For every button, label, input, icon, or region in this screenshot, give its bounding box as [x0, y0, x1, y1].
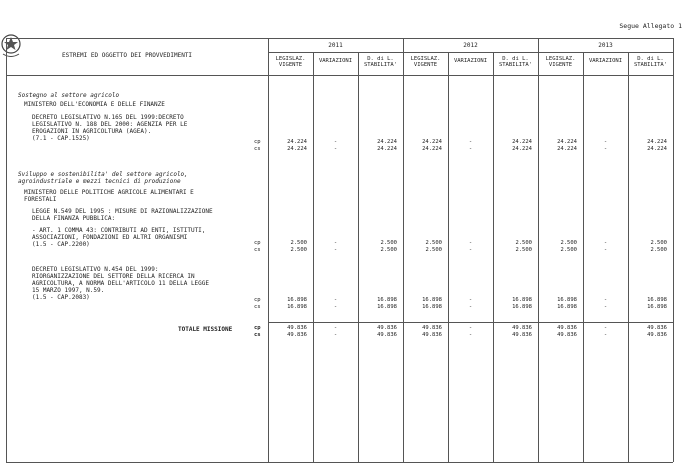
table-left-border — [6, 38, 7, 462]
provision-art1-comma43: - ART. 1 COMMA 43: CONTRIBUTI AD ENTI, ISTITUTI, ASSOCIAZIONI, FONDAZIONI ED ALTRI ORGANISMI (1.5 - CAP.2200) — [32, 227, 206, 248]
total-cs-cell: - — [468, 332, 473, 338]
ricerca-cs-cell: 16.898 — [377, 304, 397, 310]
sub-column-header: LEGISLAZ. VIGENTE — [275, 56, 306, 69]
sub-column-header: VARIAZIONI — [453, 58, 488, 64]
ricerca-cs-cell: - — [468, 304, 473, 310]
year-label-2012: 2012 — [463, 42, 478, 49]
contributi-cs-cell: 2.500 — [650, 247, 667, 253]
agea-cs-cell: 24.224 — [557, 146, 577, 152]
ricerca-cp-cell: 16.898 — [377, 297, 397, 303]
total-cs-cell: - — [333, 332, 338, 338]
total-cp-cell: - — [603, 325, 608, 331]
agea-cs-cell: 24.224 — [377, 146, 397, 152]
row-code-cp: cp — [254, 325, 261, 331]
row-code-cp: cp — [254, 240, 261, 246]
agea-cs-cell: - — [333, 146, 338, 152]
year-header-divider — [268, 52, 673, 53]
sub-column-divider — [628, 52, 629, 462]
agea-cp-cell: - — [603, 139, 608, 145]
year-label-2011: 2011 — [328, 42, 343, 49]
total-cs-cell: 49.836 — [287, 332, 307, 338]
year-column-divider — [673, 38, 674, 462]
total-cs-cell: 49.836 — [647, 332, 667, 338]
sub-column-header: VARIAZIONI — [588, 58, 623, 64]
ministry-economy: MINISTERO DELL'ECONOMIA E DELLE FINANZE — [24, 101, 165, 108]
ricerca-cp-cell: - — [468, 297, 473, 303]
section-title-agricultural-development: Sviluppo e sostenibilita' del settore agricolo, agroindustriale e mezzi tecnici di produzione — [18, 171, 188, 185]
row-code-cs: cs — [254, 146, 261, 152]
sub-column-header: LEGISLAZ. VIGENTE — [545, 56, 576, 69]
contributi-cs-cell: 2.500 — [560, 247, 577, 253]
total-cs-cell: 49.836 — [422, 332, 442, 338]
ricerca-cp-cell: 16.898 — [647, 297, 667, 303]
contributi-cs-cell: 2.500 — [380, 247, 397, 253]
total-separator — [268, 322, 673, 323]
contributi-cp-cell: 2.500 — [515, 240, 532, 246]
total-cp-cell: 49.836 — [287, 325, 307, 331]
row-code-cs: cs — [254, 304, 261, 310]
contributi-cp-cell: - — [603, 240, 608, 246]
agea-cp-cell: 24.224 — [287, 139, 307, 145]
agea-cp-cell: 24.224 — [557, 139, 577, 145]
contributi-cp-cell: - — [468, 240, 473, 246]
contributi-cs-cell: - — [603, 247, 608, 253]
contributi-cp-cell: 2.500 — [290, 240, 307, 246]
table-header-border — [6, 75, 673, 76]
agea-cp-cell: 24.224 — [377, 139, 397, 145]
column-title: ESTREMI ED OGGETTO DEI PROVVEDIMENTI — [62, 52, 193, 59]
contributi-cs-cell: - — [468, 247, 473, 253]
contributi-cp-cell: - — [333, 240, 338, 246]
row-code-cs: cs — [254, 332, 261, 338]
agea-cp-cell: - — [468, 139, 473, 145]
row-code-cs: cs — [254, 247, 261, 253]
row-code-cp: cp — [254, 297, 261, 303]
total-cs-cell: 49.836 — [377, 332, 397, 338]
ricerca-cs-cell: 16.898 — [557, 304, 577, 310]
sub-column-divider — [583, 52, 584, 462]
total-cp-cell: - — [333, 325, 338, 331]
ricerca-cs-cell: 16.898 — [422, 304, 442, 310]
republic-emblem-icon — [0, 32, 22, 60]
table-top-border — [6, 38, 673, 39]
ricerca-cs-cell: - — [333, 304, 338, 310]
sub-column-header: D. di L. STABILITA' — [363, 56, 398, 69]
sub-column-divider — [493, 52, 494, 462]
contributi-cs-cell: 2.500 — [425, 247, 442, 253]
total-missione-label: TOTALE MISSIONE — [178, 326, 233, 333]
section-title-agricultural-support: Sostegno al settore agricolo — [18, 92, 120, 99]
provision-agea: DECRETO LEGISLATIVO N.165 DEL 1999:DECRETO LEGISLATIVO N. 188 DEL 2000: AGENZIA PER LE EROGAZIONI IN AGRICOLTURA (AGEA). (7.1 - CAP.1525) — [32, 114, 188, 142]
agea-cp-cell: 24.224 — [647, 139, 667, 145]
ricerca-cs-cell: 16.898 — [287, 304, 307, 310]
ricerca-cp-cell: 16.898 — [287, 297, 307, 303]
contributi-cs-cell: 2.500 — [290, 247, 307, 253]
sub-column-header: VARIAZIONI — [318, 58, 353, 64]
ministry-agriculture: MINISTERO DELLE POLITICHE AGRICOLE ALIMENTARI E FORESTALI — [24, 189, 194, 203]
ricerca-cs-cell: 16.898 — [512, 304, 532, 310]
agea-cs-cell: 24.224 — [287, 146, 307, 152]
ricerca-cs-cell: 16.898 — [647, 304, 667, 310]
sub-column-header: D. di L. STABILITA' — [633, 56, 668, 69]
agea-cs-cell: 24.224 — [512, 146, 532, 152]
total-cs-cell: 49.836 — [512, 332, 532, 338]
contributi-cp-cell: 2.500 — [650, 240, 667, 246]
total-cp-cell: 49.836 — [377, 325, 397, 331]
agea-cp-cell: 24.224 — [512, 139, 532, 145]
total-cs-cell: - — [603, 332, 608, 338]
ricerca-cp-cell: 16.898 — [422, 297, 442, 303]
agea-cp-cell: 24.224 — [422, 139, 442, 145]
agea-cp-cell: - — [333, 139, 338, 145]
attachment-label: Segue Allegato 1 — [619, 22, 682, 30]
contributi-cp-cell: 2.500 — [560, 240, 577, 246]
total-cp-cell: 49.836 — [422, 325, 442, 331]
sub-column-divider — [313, 52, 314, 462]
contributi-cp-cell: 2.500 — [380, 240, 397, 246]
ricerca-cp-cell: - — [333, 297, 338, 303]
contributi-cp-cell: 2.500 — [425, 240, 442, 246]
ricerca-cs-cell: - — [603, 304, 608, 310]
ricerca-cp-cell: 16.898 — [557, 297, 577, 303]
total-cp-cell: 49.836 — [512, 325, 532, 331]
agea-cs-cell: 24.224 — [647, 146, 667, 152]
agea-cs-cell: - — [603, 146, 608, 152]
provision-dlgs-454-1999: DECRETO LEGISLATIVO N.454 DEL 1999: RIORGANIZZAZIONE DEL SETTORE DELLA RICERCA IN AGRICOLTURA, A NORMA DELL'ARTICOLO 11 DELLA LEGGE 15 MARZO 1997, N.59. (1.5 - CAP.2083) — [32, 266, 210, 301]
law-549-1995: LEGGE N.549 DEL 1995 : MISURE DI RAZIONALIZZAZIONE DELLA FINANZA PUBBLICA: — [32, 208, 213, 222]
total-cp-cell: 49.836 — [557, 325, 577, 331]
row-code-cp: cp — [254, 139, 261, 145]
total-cs-cell: 49.836 — [557, 332, 577, 338]
table-bottom-border — [6, 462, 673, 463]
agea-cs-cell: - — [468, 146, 473, 152]
ricerca-cp-cell: 16.898 — [512, 297, 532, 303]
sub-column-header: D. di L. STABILITA' — [498, 56, 533, 69]
sub-column-divider — [448, 52, 449, 462]
ricerca-cp-cell: - — [603, 297, 608, 303]
agea-cs-cell: 24.224 — [422, 146, 442, 152]
sub-column-header: LEGISLAZ. VIGENTE — [410, 56, 441, 69]
year-label-2013: 2013 — [598, 42, 613, 49]
total-cp-cell: 49.836 — [647, 325, 667, 331]
contributi-cs-cell: - — [333, 247, 338, 253]
contributi-cs-cell: 2.500 — [515, 247, 532, 253]
total-cp-cell: - — [468, 325, 473, 331]
sub-column-divider — [358, 52, 359, 462]
